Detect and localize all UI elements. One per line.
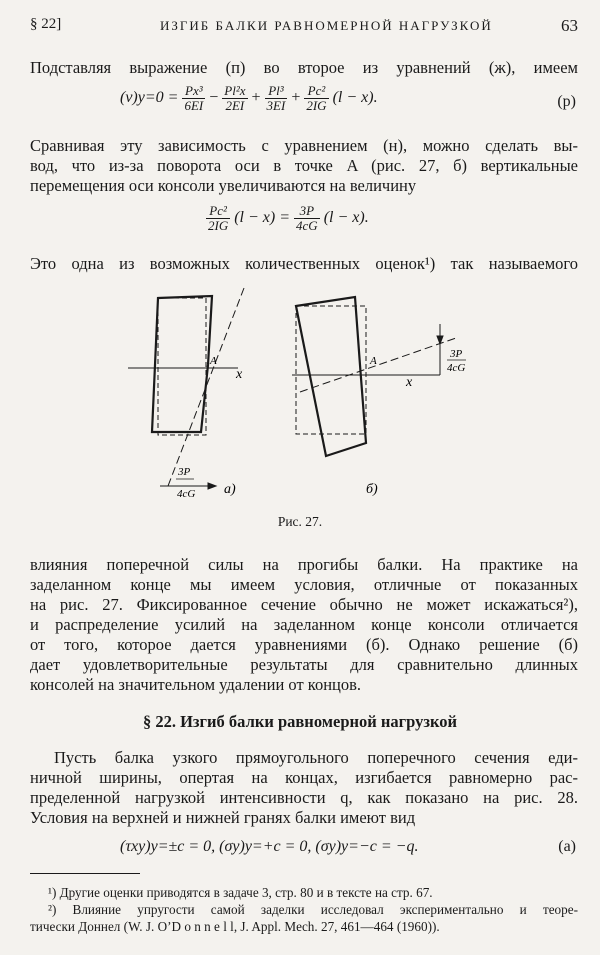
fig-b-frac-d: 4cG [447, 362, 466, 374]
fig-a-frac-d: 4cG [177, 488, 196, 500]
fig-b-dashed-line [300, 338, 456, 392]
fig-b-label: б) [366, 482, 378, 497]
fig-a-axis: x [236, 367, 243, 382]
equation-p: (v)y=0 = $\frac{\text{Px³}}{6EI}$ − $\frac{\text{Pl²x}}{2EI}$ + $\frac{\text{Pl³}}{3EI}$ + $\frac{\text{Pc²}}{2IG}$ (l − x). [120, 83, 378, 113]
fig-a-point: A [210, 355, 217, 367]
eq-a-label: (а) [558, 838, 576, 855]
running-header [30, 16, 578, 33]
paragraph-5-line-4: Условия на верхней и нижней гранях балки имеют вид [30, 808, 416, 827]
paragraph-4-line-4: и распределение усилий на заделанном конце консоли отличается [30, 615, 578, 634]
fig-b-axis: x [406, 375, 413, 390]
eq-p-lhs: (v)y=0 = [120, 89, 179, 107]
header-section: § 22] [30, 16, 62, 32]
page-number: 63 [561, 16, 578, 35]
eq2-mid: (l − x) = [234, 209, 291, 227]
header-title: ИЗГИБ БАЛКИ РАВНОМЕРНОЙ НАГРУЗКОЙ [160, 18, 493, 33]
paragraph-4-line-5: от того, которое дается уравнениями (б). Однако решение (б) [30, 635, 578, 654]
fig-a-deformed-beam [152, 296, 212, 432]
eq-p-tail: (l − x). [332, 89, 378, 107]
paragraph-2-line-1: Сравнивая эту зависимость с уравнением (н), можно сделать вы- [30, 136, 578, 155]
footnote-2-line-2: тически Доннел (W. J. O’D o n n e l l, J. Appl. Mech. 27, 461—464 (1960)). [30, 919, 440, 934]
eq2-ld: 2IG [208, 218, 229, 233]
eq-p-t4d: 2IG [306, 98, 327, 113]
fig-b-deformed-beam [296, 297, 366, 456]
fig-a-frac-n: 3P [178, 466, 191, 478]
fig-b-undeformed-beam [296, 306, 366, 434]
eq-p-t3d: 3EI [266, 98, 286, 113]
paragraph-3: Это одна из возможных количественных оценок¹) так называемого [30, 254, 578, 273]
paragraph-5-line-1: Пусть балка узкого прямоугольного поперечного сечения еди- [54, 748, 578, 767]
eq-p-t1n: Px³ [182, 84, 205, 99]
equation-2 [206, 204, 369, 233]
fig-a-label: а) [224, 482, 236, 497]
paragraph-2-line-2: вод, что из-за поворота оси в точке A (рис. 27, б) вертикальные [30, 156, 578, 175]
footnote-1: ¹) Другие оценки приводятся в задаче 3, стр. 80 и в тексте на стр. 67. [48, 885, 433, 900]
fig-b-point: A [370, 355, 377, 367]
eq-p-label: (р) [557, 93, 576, 110]
eq-p-t2d: 2EI [225, 98, 245, 113]
eq-p-t1d: 6EI [184, 98, 204, 113]
figure-caption: Рис. 27. [277, 514, 323, 529]
equation-a: (τxy)y=±c = 0, (σy)y=+c = 0, (σy)y=−c = −q. [120, 838, 419, 855]
eq2-ln: Pc² [206, 204, 230, 219]
paragraph-2-line-3: перемещения оси консоли увеличиваются на величину [30, 176, 417, 195]
paragraph-1: Подставляя выражение (п) во второе из уравнений (ж), имеем [30, 58, 578, 77]
paragraph-4-line-7: консолей на значительном удалении от концов. [30, 675, 362, 694]
eq2-tail: (l − x). [323, 209, 369, 227]
paragraph-4-line-6: дает удовлетворительные результаты для сравнительно длинных [30, 655, 578, 674]
footnote-rule [30, 873, 140, 874]
footnote-2-line-1: ²) Влияние упругости самой заделки исследовал экспериментально и теоре- [48, 902, 578, 917]
eq2-rn: 3P [294, 204, 320, 219]
eq-p-t4n: Pc² [304, 84, 328, 99]
eq-p-t2n: Pl²x [224, 83, 246, 98]
eq2-rd: 4cG [296, 218, 318, 233]
fig-a-arrowhead [208, 483, 216, 489]
paragraph-4-line-3: на рис. 27. Фиксированное сечение обычно не может искажаться²), [30, 595, 578, 614]
paragraph-4-line-1: влияния поперечной силы на прогибы балки. На практике на [30, 555, 578, 574]
fig-b-frac-n: 3P [450, 348, 463, 360]
figure-27 [0, 280, 600, 512]
paragraph-4-line-2: заделанном конце мы имеем условия, отличные от показанных [30, 575, 578, 594]
fig-a-undeformed-beam [158, 298, 206, 435]
paragraph-5-line-3: пределенной нагрузкой интенсивности q, как показано на рис. 28. [30, 788, 578, 807]
eq-p-t3n: Pl³ [265, 84, 288, 99]
paragraph-5-line-2: ничной ширины, опертая на концах, изгибается равномерно рас- [30, 768, 578, 787]
section-title: § 22. Изгиб балки равномерной нагрузкой [142, 712, 458, 731]
